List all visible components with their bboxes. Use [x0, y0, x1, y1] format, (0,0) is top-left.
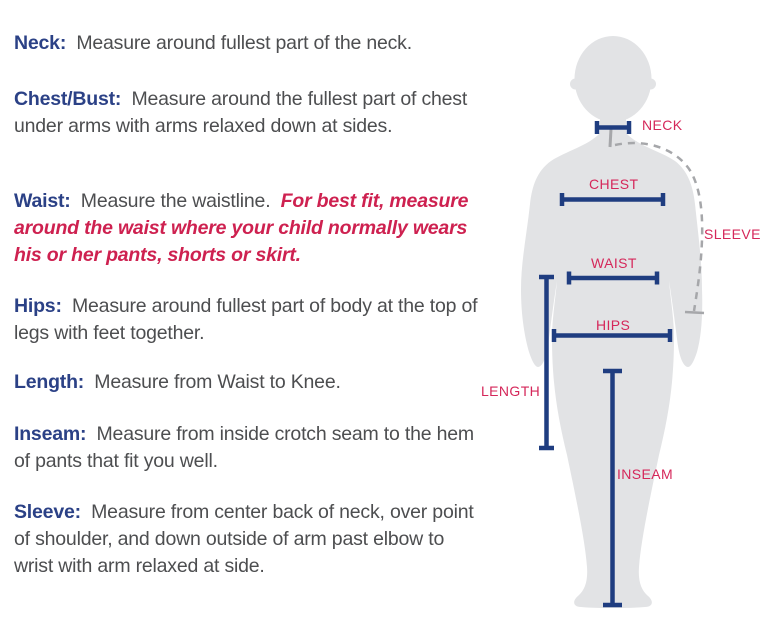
length-measure-label: LENGTH	[481, 383, 541, 399]
instruction-neck	[14, 30, 484, 57]
instruction-inseam-text: Measure from inside crotch seam to the hem of pants that fit you well.	[14, 423, 474, 472]
instruction-sleeve-label: Sleeve:	[14, 501, 81, 523]
instruction-length-text: Measure from Waist to Knee.	[94, 371, 341, 393]
sleeve-start-tick	[610, 129, 611, 147]
instruction-chest	[14, 86, 484, 140]
instruction-length	[14, 369, 484, 396]
sleeve-end-tick	[685, 312, 704, 313]
instruction-sleeve-text: Measure from center back of neck, over point of shoulder, and down outside of arm past elbow to wrist with arm relaxed at side.	[14, 501, 474, 577]
instruction-waist-label: Waist:	[14, 190, 71, 212]
instruction-sleeve	[14, 499, 484, 580]
instruction-waist	[14, 188, 484, 269]
body-diagram	[440, 0, 761, 628]
instruction-hips	[14, 293, 484, 347]
inseam-measure-label: INSEAM	[617, 466, 674, 482]
waist-measure-label: WAIST	[591, 255, 637, 271]
instruction-neck-text: Measure around fullest part of the neck.	[76, 32, 412, 54]
instruction-inseam-label: Inseam:	[14, 423, 87, 445]
sleeve-measure-label: SLEEVE	[704, 226, 761, 242]
instruction-length-label: Length:	[14, 371, 85, 393]
instruction-chest-text: Measure around the fullest part of chest under arms with arms relaxed down at sides.	[14, 88, 468, 137]
hips-measure-label: HIPS	[596, 317, 631, 333]
instruction-chest-label: Chest/Bust:	[14, 88, 122, 110]
instruction-inseam	[14, 421, 484, 475]
neck-measure-label: NECK	[642, 117, 683, 133]
instruction-neck-label: Neck:	[14, 32, 67, 54]
instruction-hips-label: Hips:	[14, 295, 62, 317]
instruction-waist-emphasis: For best fit, measure around the waist where your child normally wears his or her pants, shorts or skirt.	[14, 190, 469, 266]
instruction-waist-text: Measure the waistline.	[80, 190, 271, 212]
chest-measure-label: CHEST	[589, 176, 639, 192]
instruction-hips-text: Measure around fullest part of body at the top of legs with feet together.	[14, 295, 478, 344]
